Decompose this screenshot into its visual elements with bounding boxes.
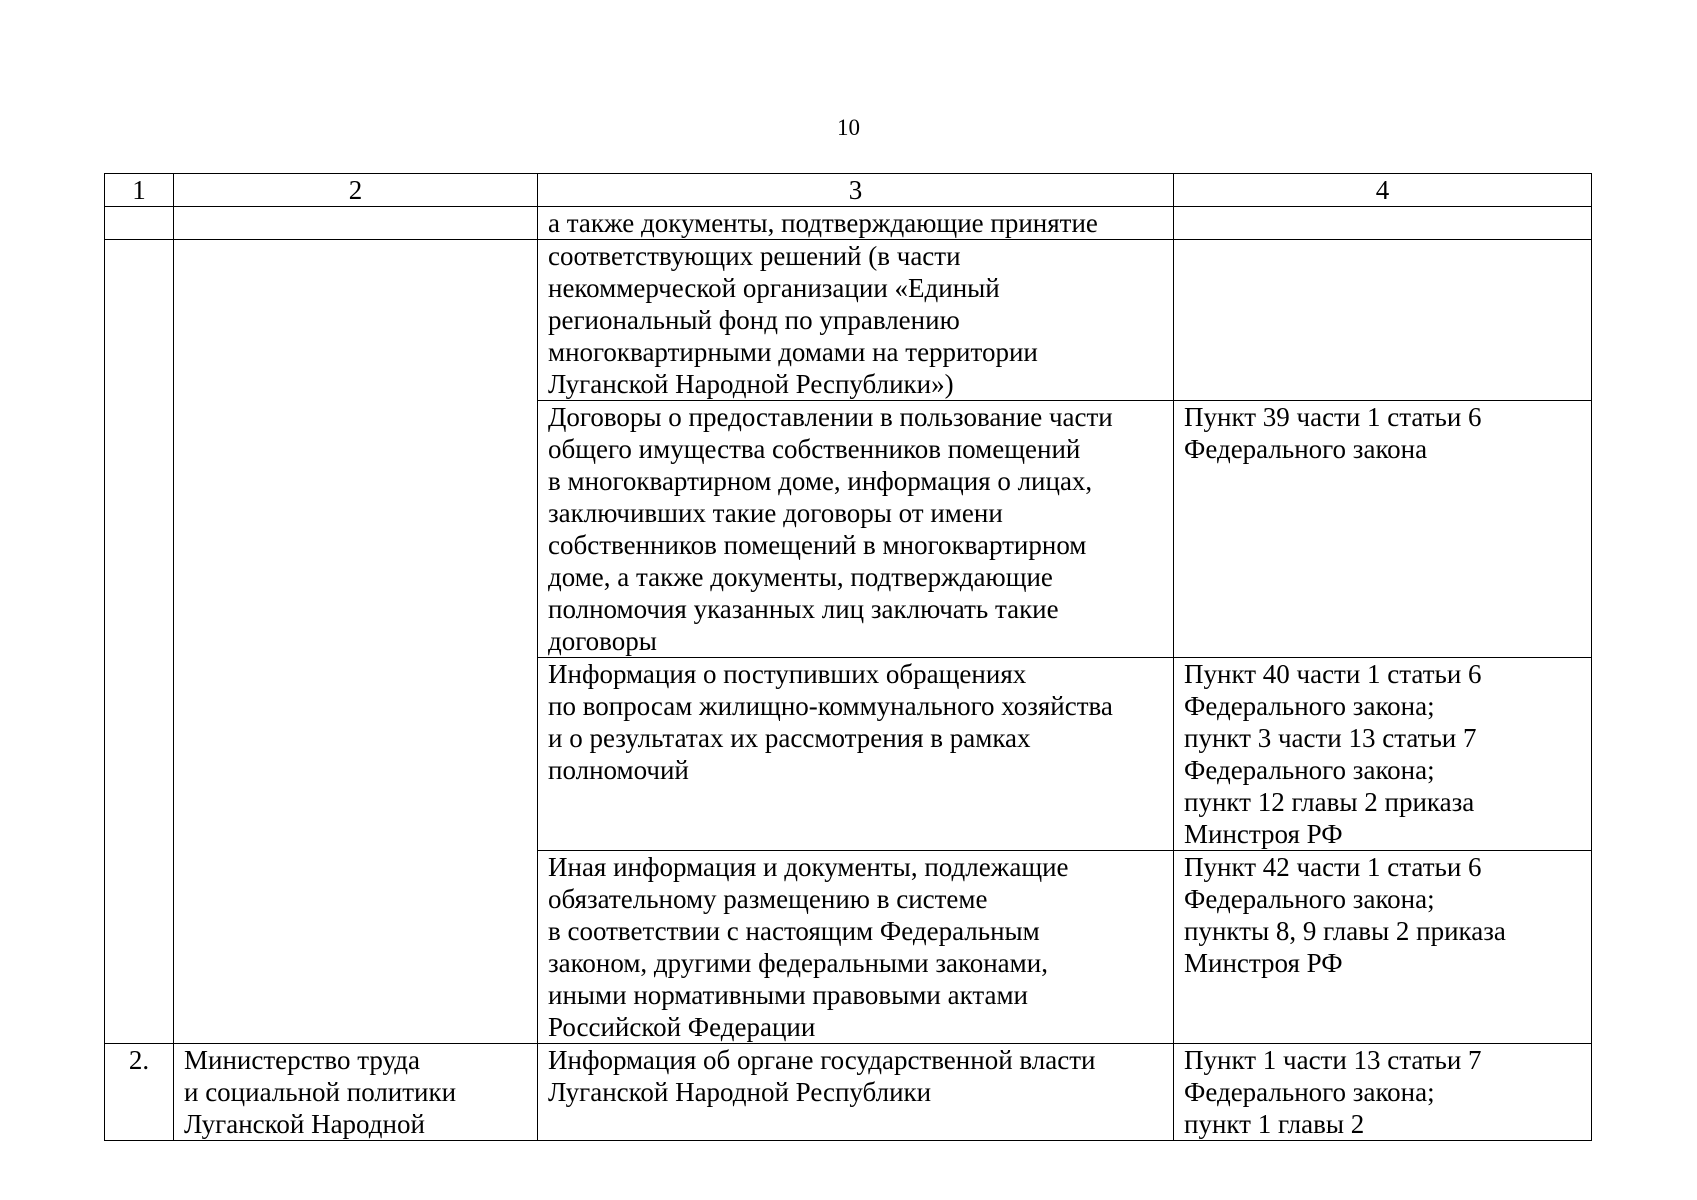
column-header: 4 [1174, 174, 1592, 207]
legal-basis-cell [1174, 240, 1592, 401]
table-row [105, 240, 1592, 401]
legal-basis-cell: Пункт 40 части 1 статьи 6 Федерального закона; пункт 3 части 13 статьи 7 Федерального закона; пункт 12 главы 2 приказа Минстроя РФ [1174, 658, 1592, 851]
legal-basis-cell: Пункт 42 части 1 статьи 6 Федерального закона; пункты 8, 9 главы 2 приказа Минстроя РФ [1174, 851, 1592, 1044]
column-header: 2 [174, 174, 538, 207]
information-cell: Договоры о предоставлении в пользование части общего имущества собственников помещений в многоквартирном доме, информация о лицах, заключивших такие договоры от имени собственников помещений в многоквартирном доме, а также документы, подтверждающие полномочия указанных лиц заключать такие договоры [538, 401, 1174, 658]
information-cell: а также документы, подтверждающие принятие [538, 207, 1174, 240]
organization-cell [174, 240, 538, 1044]
legal-basis-cell: Пункт 1 части 13 статьи 7 Федерального закона; пункт 1 главы 2 [1174, 1044, 1592, 1141]
information-cell: Информация об органе государственной власти Луганской Народной Республики [538, 1044, 1174, 1141]
organization-cell [174, 207, 538, 240]
table-row [105, 1044, 1592, 1141]
page-number: 10 [837, 115, 860, 140]
legal-basis-cell: Пункт 39 части 1 статьи 6 Федерального закона [1174, 401, 1592, 658]
row-number-cell [105, 240, 174, 1044]
information-cell: соответствующих решений (в части некоммерческой организации «Единый региональный фонд по управлению многоквартирными домами на территории Луганской Народной Республики») [538, 240, 1174, 401]
legal-basis-cell [1174, 207, 1592, 240]
column-header: 1 [105, 174, 174, 207]
row-number-cell [105, 207, 174, 240]
document-table [104, 173, 1592, 1141]
table-header-row [105, 174, 1592, 207]
row-number-cell: 2. [105, 1044, 174, 1141]
information-cell: Информация о поступивших обращениях по вопросам жилищно-коммунального хозяйства и о результатах их рассмотрения в рамках полномочий [538, 658, 1174, 851]
organization-cell: Министерство труда и социальной политики Луганской Народной [174, 1044, 538, 1141]
table-row [105, 207, 1592, 240]
column-header: 3 [538, 174, 1174, 207]
information-cell: Иная информация и документы, подлежащие обязательному размещению в системе в соответствии с настоящим Федеральным законом, другими федеральными законами, иными нормативными правовыми актами Российской Федерации [538, 851, 1174, 1044]
